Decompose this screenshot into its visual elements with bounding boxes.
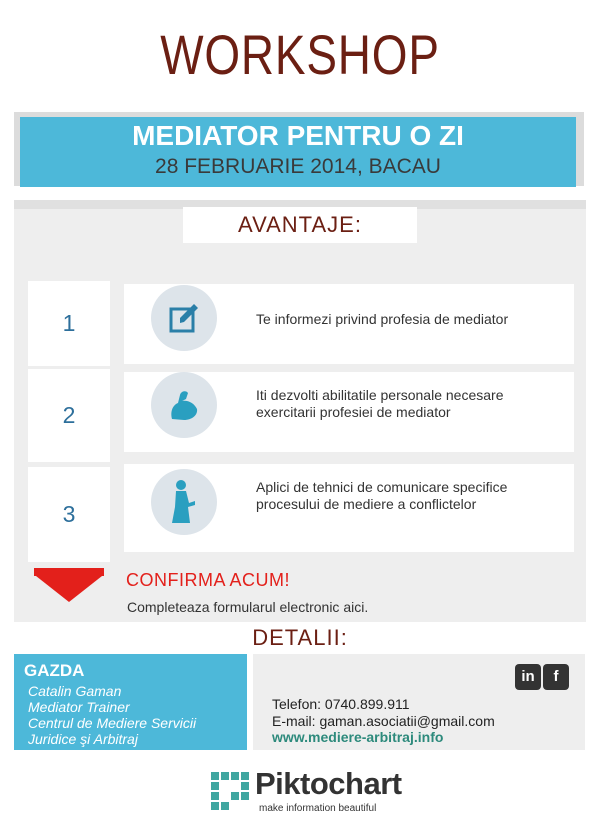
edit-icon bbox=[151, 285, 217, 351]
piktochart-logo-icon bbox=[211, 772, 249, 810]
advantage-text-1: Te informezi privind profesia de mediator bbox=[256, 311, 509, 327]
page-title: WORKSHOP bbox=[160, 23, 440, 86]
down-arrow-icon bbox=[34, 568, 104, 604]
confirm-now-link[interactable]: CONFIRMA ACUM! bbox=[126, 570, 291, 590]
facebook-icon[interactable]: f bbox=[543, 664, 569, 690]
advantage-number-3: 3 bbox=[28, 467, 110, 562]
host-role: Mediator Trainer bbox=[28, 699, 130, 715]
website-link[interactable]: www.mediere-arbitraj.info bbox=[272, 729, 444, 745]
muscle-arm-icon bbox=[151, 372, 217, 438]
piktochart-tagline: make information beautiful bbox=[259, 803, 377, 814]
contact-phone: Telefon: 0740.899.911 bbox=[272, 696, 410, 712]
host-name: Catalin Gaman bbox=[28, 683, 122, 699]
advantage-text-3 bbox=[256, 479, 556, 513]
banner-title: MEDIATOR PENTRU O ZI bbox=[132, 120, 464, 151]
advantage-number-2: 2 bbox=[28, 369, 110, 462]
host-box bbox=[14, 654, 247, 750]
advantage-text-2-line1: Iti dezvolti abilitatile personale necesare bbox=[256, 387, 504, 403]
piktochart-logo-text: Piktochart bbox=[255, 766, 402, 801]
linkedin-icon[interactable]: in bbox=[515, 664, 541, 690]
woman-presenter-icon bbox=[151, 469, 217, 535]
host-organization-line1: Centrul de Mediere Servicii bbox=[28, 715, 197, 731]
host-organization-line2: Juridice şi Arbitraj bbox=[28, 731, 138, 747]
contact-box bbox=[253, 654, 585, 750]
advantage-text-2 bbox=[256, 387, 556, 421]
advantage-number-1: 1 bbox=[28, 281, 110, 366]
event-banner bbox=[20, 117, 576, 187]
banner-date-location: 28 FEBRUARIE 2014, BACAU bbox=[155, 155, 441, 178]
form-link-text[interactable]: Completeaza formularul electronic aici. bbox=[127, 599, 369, 615]
advantage-text-2-line2: exercitarii profesiei de mediator bbox=[256, 404, 451, 420]
advantage-text-3-line2: procesului de mediere a conflictelor bbox=[256, 496, 477, 512]
advantages-heading: AVANTAJE: bbox=[183, 207, 417, 243]
contact-email[interactable]: E-mail: gaman.asociatii@gmail.com bbox=[272, 713, 495, 729]
details-heading: DETALII: bbox=[183, 622, 417, 654]
host-heading: GAZDA bbox=[24, 661, 85, 680]
advantage-text-3-line1: Aplici de tehnici de comunicare specifice bbox=[256, 479, 508, 495]
